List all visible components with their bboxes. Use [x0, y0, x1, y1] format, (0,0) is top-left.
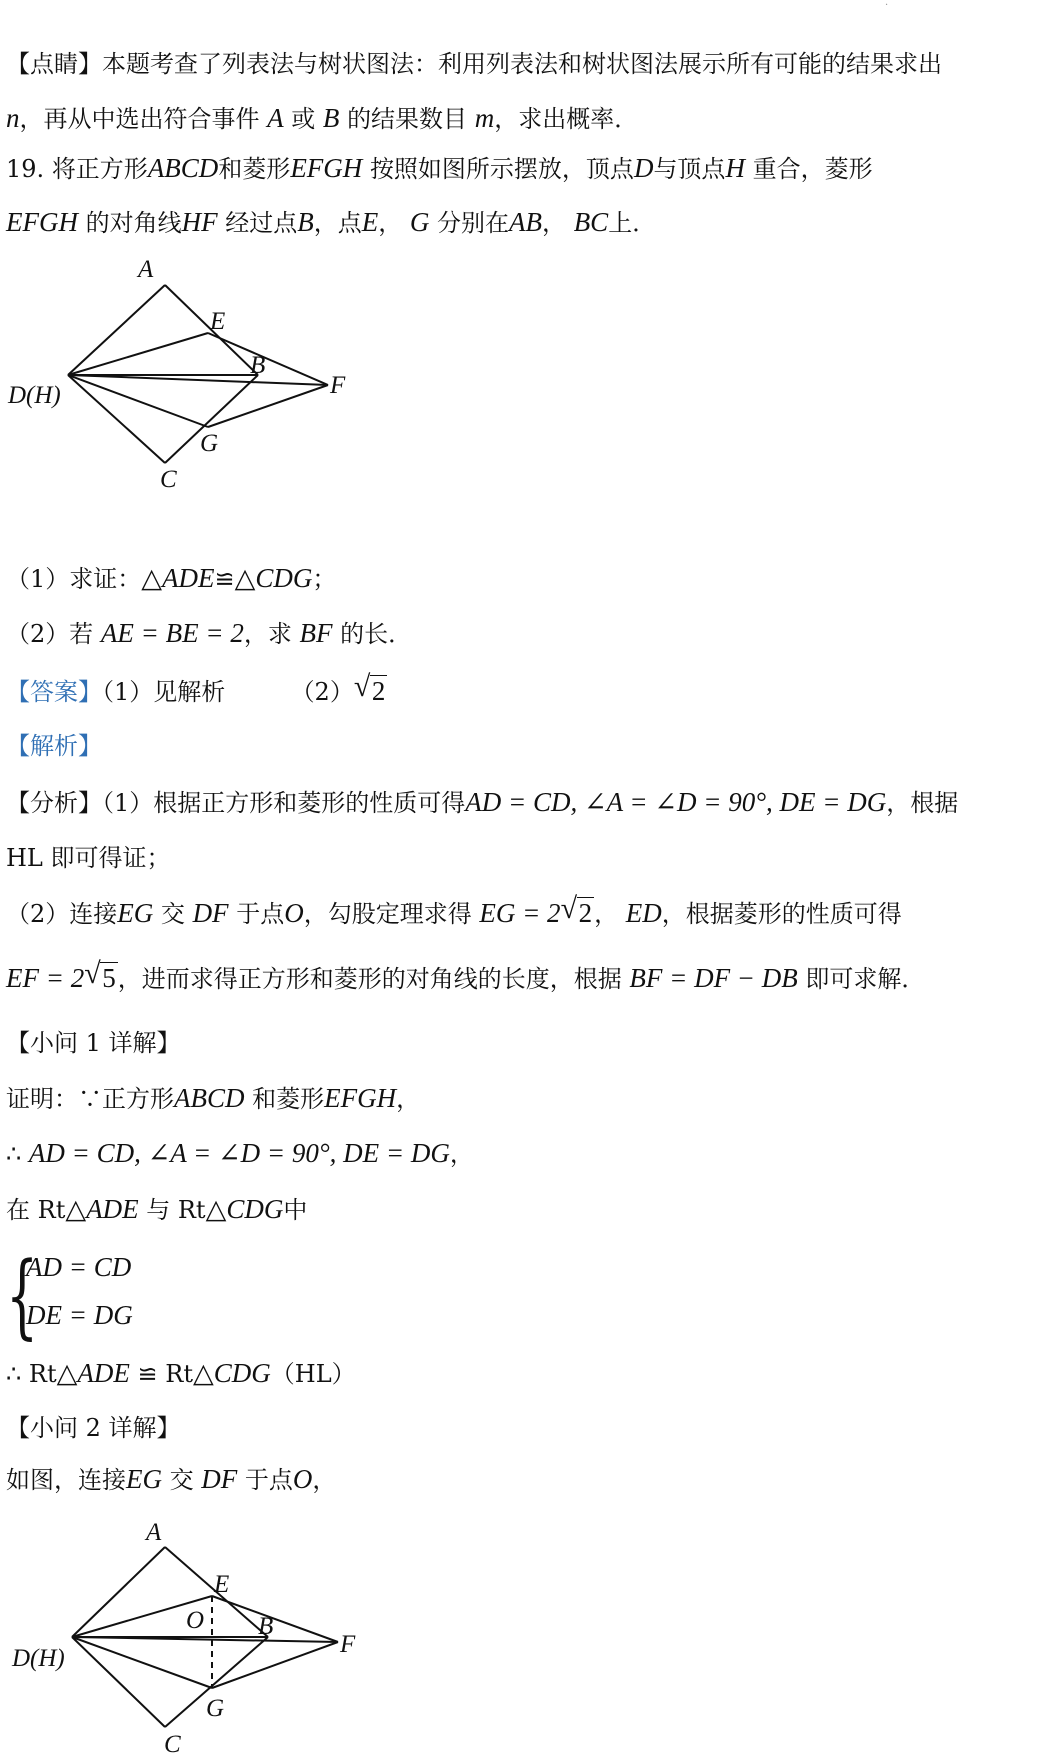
- fig1-label-g: G: [200, 430, 219, 457]
- fenxi-line-3: （2）连接EG 交 DF 于点O，勾股定理求得 EG = 2√ 2， ED，根据菱形的性质可得: [6, 897, 902, 930]
- fenxi-line-4: EF = 2√ 5，进而求得正方形和菱形的对角线的长度，根据 BF = DF − DB 即可求解．: [6, 962, 925, 995]
- fig2-label-f: F: [340, 1631, 356, 1658]
- fig1-label-dh: D(H): [8, 382, 61, 409]
- fig1-label-f: F: [330, 372, 346, 399]
- fig1-label-e: E: [210, 308, 226, 335]
- fig2-label-o: O: [186, 1607, 205, 1634]
- fig1-label-c: C: [160, 466, 177, 493]
- fenxi-line-1: 【分析】（1）根据正方形和菱形的性质可得AD = CD, ∠A = ∠D = 90°, DE = DG，根据: [6, 787, 959, 817]
- fig2-label-b: B: [258, 1613, 274, 1640]
- analysis-tag: 【解析】: [6, 732, 102, 760]
- sub2-line-1: 如图，连接EG 交 DF 于点O，: [6, 1464, 337, 1494]
- fig2-label-a: A: [146, 1519, 162, 1546]
- fig2-label-g: G: [206, 1695, 225, 1722]
- fig2-label-dh: D(H): [12, 1645, 65, 1672]
- figure-2: [0, 1512, 380, 1754]
- problem-number: 19.: [6, 155, 45, 183]
- system-eq-1: AD = CD: [26, 1252, 132, 1282]
- fig2-label-c: C: [164, 1731, 181, 1754]
- system-eq-2: DE = DG: [26, 1300, 133, 1330]
- sqrt-2b: √ 2: [561, 897, 595, 929]
- fenxi-line-2: HL 即可得证；: [6, 844, 171, 872]
- sub1-line-4: ∴ Rt△ADE ≌ Rt△CDG（HL）: [6, 1358, 356, 1388]
- sub1-line-1: 证明：∵正方形ABCD 和菱形EFGH，: [6, 1083, 421, 1113]
- sub1-line-3: 在 Rt△ADE 与 Rt△CDG中: [6, 1194, 308, 1224]
- brace: {: [6, 1242, 39, 1349]
- corner-mark: ·: [885, 0, 889, 11]
- fig1-label-a: A: [138, 256, 154, 283]
- sub1-tag: 【小问 1 详解】: [6, 1029, 181, 1057]
- answer-tag: 【答案】: [6, 678, 102, 706]
- problem-line-1: 19. 将正方形ABCD和菱形EFGH 按照如图所示摆放，顶点D与顶点H 重合，菱形: [6, 153, 873, 183]
- question-1: （1）求证：△ADE≌△CDG；: [6, 563, 337, 593]
- question-2: （2）若 AE = BE = 2，求 BF 的长．: [6, 618, 413, 648]
- sqrt-2: √ 2: [354, 675, 388, 707]
- sqrt-5: √ 5: [84, 962, 118, 994]
- equation-system: [6, 1242, 206, 1350]
- figure-1: [0, 255, 380, 500]
- problem-line-2: EFGH 的对角线HF 经过点B，点E， G 分别在AB， BC上．: [6, 207, 657, 237]
- sub1-line-2: ∴ AD = CD, ∠A = ∠D = 90°, DE = DG，: [6, 1138, 474, 1168]
- fig2-label-e: E: [214, 1571, 230, 1598]
- comment-line-2: n，再从中选出符合事件 A 或 B 的结果数目 m，求出概率．: [6, 103, 639, 133]
- fig1-label-b: B: [250, 352, 266, 379]
- answer-line: 【答案】（1）见解析 （2）√ 2: [6, 675, 387, 708]
- comment-line-1: 【点睛】本题考查了列表法与树状图法：利用列表法和树状图法展示所有可能的结果求出: [6, 50, 942, 78]
- sub2-tag: 【小问 2 详解】: [6, 1414, 181, 1442]
